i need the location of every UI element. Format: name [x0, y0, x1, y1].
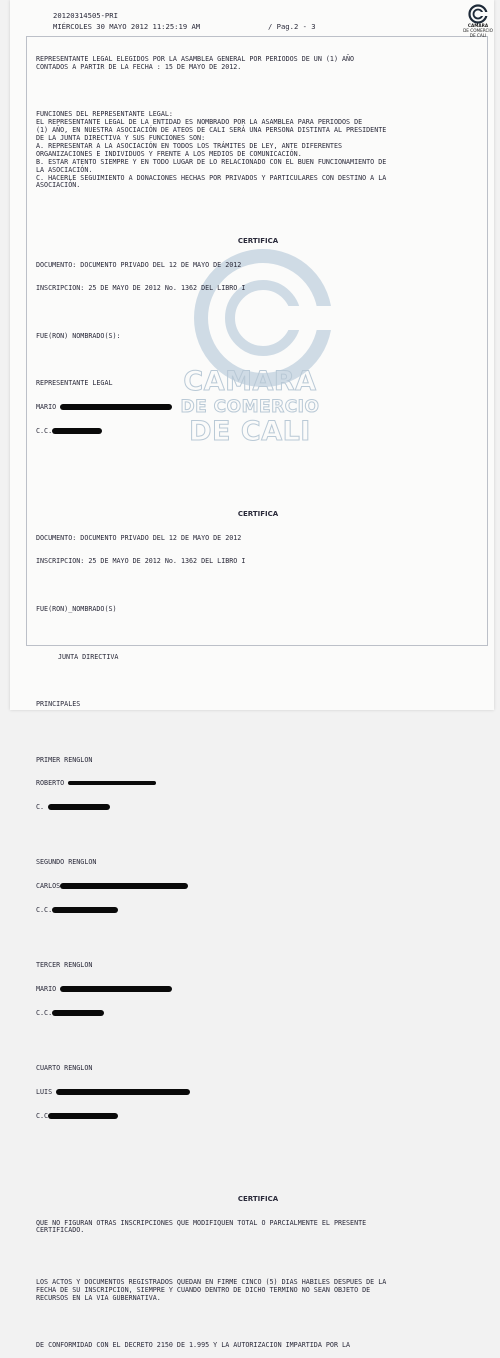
- legal-rep-id-row: [36, 428, 480, 436]
- row4-name: LUIS: [36, 1087, 53, 1096]
- row2-name: CARLOS: [36, 882, 61, 891]
- legal-rep-title: REPRESENTANTE LEGAL: [36, 379, 113, 388]
- logo-mark-icon: [468, 4, 488, 24]
- row2-id-label: C.C.: [36, 905, 53, 914]
- row3-id-row: [36, 1010, 480, 1018]
- doc1-inscription: INSCRIPCION: 25 DE MAYO DE 2012 No. 1362 DEL LIBRO I: [36, 284, 246, 293]
- certifica-heading-3: CERTIFICA: [237, 1194, 279, 1203]
- logo-line-3: DE CALI: [469, 32, 487, 38]
- row1-name-row: [36, 780, 480, 788]
- paragraph-functions: FUNCIONES DEL REPRESENTANTE LEGAL: EL REPRESENTANTE LEGAL DE LA ENTIDAD ES NOMBRADO POR LA ASAMBLEA PARA PERIODOS DE (1) AÑO, EN NUESTRA ASOCIACIÓN DE ATEOS DE CALI SERÁ UNA PERSONA DISTINTA AL PRESIDENTE DE LA JUNTA DIRECTIVA Y SUS FUNCIONES SON: A. REPRESENTAR A LA ASOCIACIÓN EN TODOS LOS TRÁMITES DE LEY, ANTE DIFERENTES ORGANIZACIONES E INDIVIDUOS Y FRENTE A LOS MEDIOS DE COMUNICACIÓN. B. ESTAR ATENTO SIEMPRE Y EN TODO LUGAR DE LO RELACIONADO CON EL BUEN FUNCIONAMIENTO DE LA ASOCIACIÓN. C. HACERLE SEGUIMIENTO A DONACIONES HECHAS POR PRIVADOS Y PARTICULARES CON DESTINO A LA ASOCIACIÓN.: [36, 110, 387, 190]
- redaction-bar: [56, 1089, 190, 1095]
- doc1-document: DOCUMENTO: DOCUMENTO PRIVADO DEL 12 DE MAYO DE 2012: [36, 260, 242, 269]
- appointed-label-1: FUE(RON) NOMBRADO(S):: [36, 331, 121, 340]
- legal-rep-name: MARIO: [36, 403, 57, 412]
- redaction-bar: [52, 428, 102, 434]
- row1-id-row: [36, 804, 480, 812]
- row4-title: CUARTO RENGLON: [36, 1064, 93, 1073]
- row2-id-row: [36, 907, 480, 915]
- redaction-bar: [52, 907, 118, 913]
- document-body: [36, 40, 480, 1358]
- row1-title: PRIMER RENGLON: [36, 755, 93, 764]
- redaction-bar: [48, 1113, 118, 1119]
- paragraph-term: REPRESENTANTE LEGAL ELEGIDOS POR LA ASAMBLEA GENERAL POR PERIODOS DE UN (1) AÑO CONTADOS A PARTIR DE LA FECHA : 15 DE MAYO DE 2012.: [36, 54, 355, 71]
- watermark-line-3: DE CALI: [189, 416, 311, 447]
- row1-id-label: C.: [36, 802, 45, 811]
- principals-title: PRINCIPALES: [36, 700, 81, 709]
- row2-name-row: [36, 883, 480, 891]
- legal-rep-id-label: C.C.: [36, 426, 53, 435]
- row4-id-label: C.C: [36, 1111, 49, 1120]
- redaction-bar: [60, 404, 172, 410]
- legal-rep-name-row: [36, 404, 480, 412]
- page-number: / Pag.2 - 3: [268, 22, 316, 31]
- watermark-line-1: CAMARA: [183, 366, 317, 397]
- redaction-bar: [60, 883, 188, 889]
- doc-code: 20120314505-PRI: [53, 11, 118, 20]
- appointed-label-2: FUE(RON)_NOMBRADO(S): [36, 605, 117, 613]
- board-title: JUNTA DIRECTIVA: [58, 652, 119, 661]
- watermark-line-2: DE COMERCIO: [180, 397, 320, 417]
- redaction-bar: [60, 986, 172, 992]
- paragraph-decree: DE CONFORMIDAD CON EL DECRETO 2150 DE 1.995 Y LA AUTORIZACION IMPARTIDA POR LA: [36, 1341, 351, 1350]
- redaction-bar: [68, 781, 156, 785]
- logo-line-2: DE COMERCIO: [463, 27, 493, 33]
- doc-datetime: MIÉRCOLES 30 MAYO 2012 11:25:19 AM: [53, 22, 201, 31]
- logo-line-1: CAMARA: [467, 23, 489, 28]
- row1-name: ROBERTO: [36, 779, 65, 788]
- redaction-bar: [52, 1010, 104, 1016]
- row2-title: SEGUNDO RENGLON: [36, 858, 97, 867]
- paragraph-acts: LOS ACTOS Y DOCUMENTOS REGISTRADOS QUEDAN EN FIRME CINCO (5) DIAS HABILES DESPUES DE LA FECHA DE SU INSCRIPCION, SIEMPRE Y CUANDO DENTRO DE DICHO TERMINO NO SEAN OBJETO DE RECURSOS EN LA VIA GUBERNATIVA.: [36, 1277, 387, 1302]
- doc2-document: DOCUMENTO: DOCUMENTO PRIVADO DEL 12 DE MAYO DE 2012: [36, 533, 242, 542]
- row3-id-label: C.C.: [36, 1008, 53, 1017]
- certifica-heading-1: CERTIFICA: [237, 236, 279, 245]
- paragraph-no-other: QUE NO FIGURAN OTRAS INSCRIPCIONES QUE MODIFIQUEN TOTAL O PARCIALMENTE EL PRESENTE CERTIFICADO.: [36, 1218, 367, 1235]
- row4-name-row: [36, 1089, 480, 1097]
- redaction-bar: [48, 804, 110, 810]
- row3-title: TERCER RENGLON: [36, 961, 93, 970]
- chamber-logo: [463, 4, 493, 38]
- row3-name: MARIO: [36, 984, 57, 993]
- row3-name-row: [36, 986, 480, 994]
- doc2-inscription: INSCRIPCION: 25 DE MAYO DE 2012 No. 1362 DEL LIBRO I: [36, 557, 246, 566]
- certifica-heading-2: CERTIFICA: [237, 510, 279, 519]
- document-header: [53, 10, 316, 32]
- row4-id-row: [36, 1113, 480, 1121]
